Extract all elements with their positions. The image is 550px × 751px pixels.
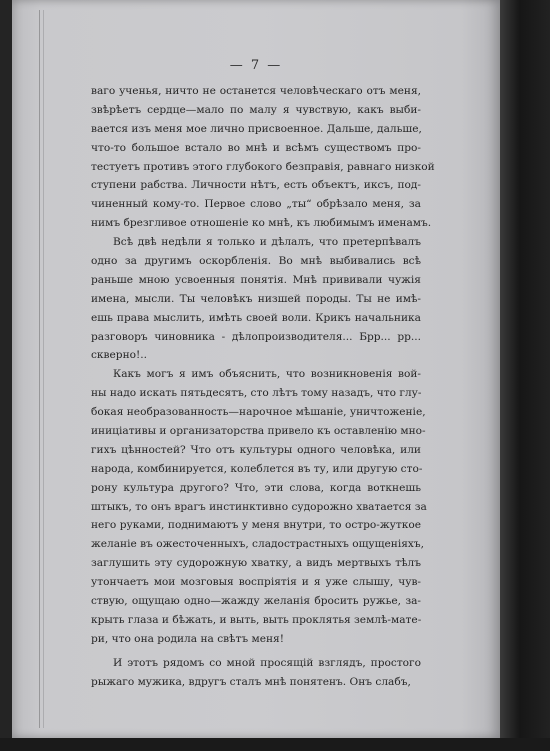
paragraph (91, 654, 421, 692)
text-line: заглушить эту судорожную хватку, а видъ мертвыхъ тѣлъ (91, 557, 421, 570)
book-page (12, 0, 500, 738)
text-line: утончаетъ мои мозговыя воспріятія и я уже слышу, чув- (91, 576, 421, 589)
text-line: нимъ брезгливое отношеніе ко мнѣ, къ любимымъ именамъ. (91, 217, 432, 230)
paragraph (91, 82, 435, 233)
paragraph (91, 365, 427, 648)
paragraph (91, 233, 421, 365)
text-line: разговоръ чиновника - дѣлопроизводителя... Брр... рр... (91, 330, 421, 343)
text-line: ствую, ощущаю одно—жажду желанія бросить ружье, за- (91, 595, 421, 608)
text-line: народа, комбинируется, колеблется въ ту, или другую сто- (91, 462, 423, 475)
gutter-line (43, 10, 44, 728)
text-line: ешь права мыслить, имѣть своей воли. Крикъ начальника (91, 311, 421, 324)
text-line: Всѣ двѣ недѣли я только и дѣлалъ, что претерпѣвалъ (113, 236, 421, 249)
text-line: ри, что она родила на свѣтъ меня! (91, 632, 284, 645)
text-line: скверно!.. (91, 349, 147, 362)
text-line: рыжаго мужика, вдругъ сталъ мнѣ понятенъ. Онъ слабъ, (91, 675, 411, 688)
text-line: ны надо искать пятьдесятъ, сто лѣтъ тому назадъ, что глу- (91, 387, 422, 400)
text-line: иниціативы и организаторства привело къ оставленію мно- (91, 425, 426, 438)
scan-edge-right (500, 0, 550, 751)
text-line: имена, мысли. Ты человѣкъ низшей породы. Ты не имѣ- (91, 292, 421, 305)
text-line: него руками, поднимаютъ у меня внутри, то остро-жуткое (91, 519, 421, 532)
text-line: бокая необразованность—нарочное мѣшаніе, уничтоженіе, (91, 406, 426, 419)
text-line: вается изъ меня мое лично присвоенное. Дальше, дальше, (91, 122, 422, 135)
text-line: тестуетъ противъ этого глубокого безправія, равнаго низкой (91, 160, 435, 173)
text-line: желаніе въ ожесточенныхъ, сладострастныхъ ощущеніяхъ, (91, 538, 424, 551)
text-line: штыкъ, то онъ врагъ инстинктивно судорожно хватается за (91, 500, 427, 513)
page-number: — 7 — (229, 58, 283, 73)
text-line: Какъ могъ я имъ объяснить, что возникновенія вой- (113, 368, 421, 381)
text-line: ступени рабства. Личности нѣтъ, есть объектъ, иксъ, под- (91, 179, 421, 192)
text-line: ваго ученья, ничто не останется человѣческаго отъ меня, (91, 85, 421, 97)
text-line: крыть глаза и бѣжать, и выть, выть проклятья землѣ-мате- (91, 613, 422, 626)
text-line: чиненный кому-то. Первое слово „ты“ обрѣзало меня, за (91, 198, 421, 211)
scan-edge-bottom (0, 738, 550, 751)
text-line: звѣрѣетъ сердце—мало по малу я чувствую, какъ выби- (91, 103, 421, 116)
body-text (91, 82, 435, 692)
text-line: И этотъ рядомъ со мной просящій взглядъ, простого (113, 656, 421, 669)
text-line: гихъ цѣнностей? Что отъ культуры одного человѣка, или (91, 443, 421, 456)
text-line: что-то большое встало во мнѣ и всѣмъ существомъ про- (91, 141, 421, 154)
gutter-line (39, 10, 40, 728)
text-line: раньше мною усвоенныя понятія. Мнѣ прививали чужія (91, 273, 421, 286)
text-line: одно за другимъ оскорбленія. Во мнѣ выбивались всѣ (91, 255, 421, 268)
text-line: рону культура другого? Что, эти слова, когда воткнешь (91, 481, 421, 494)
